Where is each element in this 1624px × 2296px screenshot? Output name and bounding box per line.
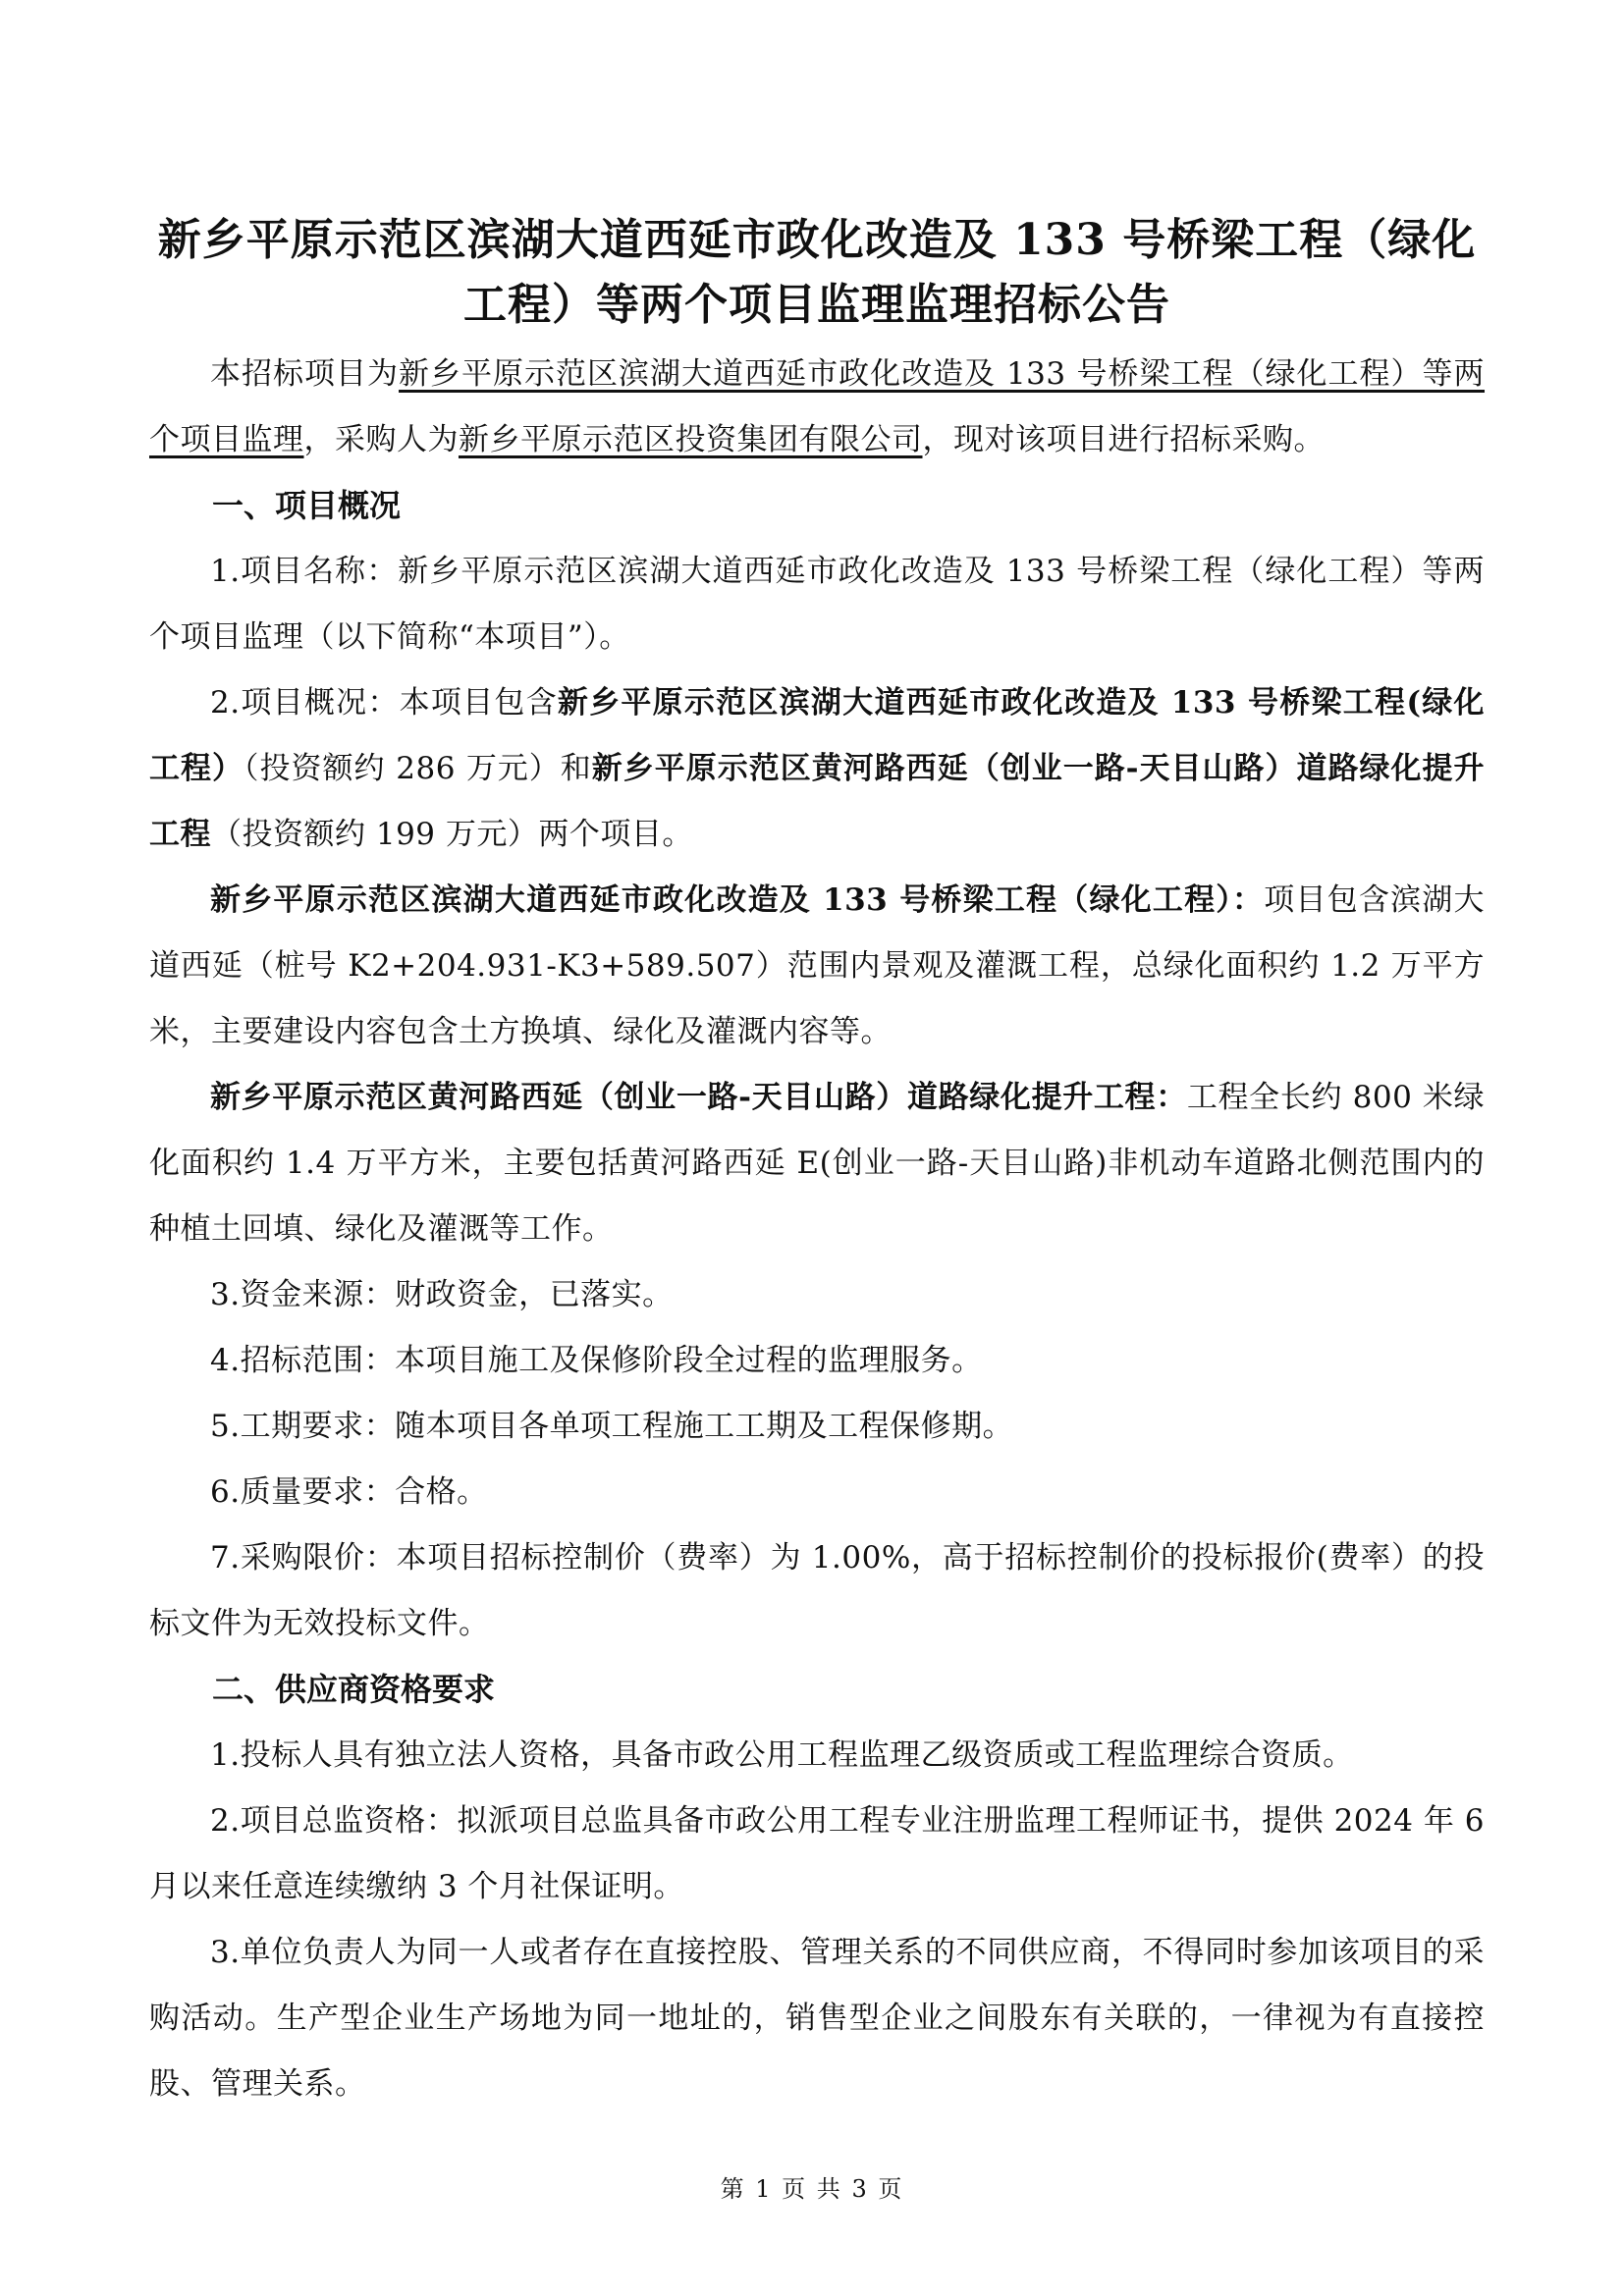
page-number-footer: 第 1 页 共 3 页 bbox=[720, 2175, 904, 2203]
project-1-text: 项目包含滨湖大道西延（桩号 K2+204.931-K3+589.507）范围内景观及灌溉工程，总绿化面积约 1.2 万平方米，主要建设内容包含土方换填、绿化及灌溉内容等。 bbox=[149, 882, 1485, 1049]
document-body bbox=[149, 208, 1485, 2117]
intro-paragraph bbox=[149, 342, 1485, 473]
document-title: 新乡平原示范区滨湖大道西延市政化改造及 133 号桥梁工程（绿化工程）等两个项目监理监理招标公告 bbox=[157, 215, 1477, 330]
overview-item-2-text-2: （投资额约 286 万元）和 bbox=[243, 751, 592, 786]
overview-item-2 bbox=[149, 670, 1485, 868]
overview-item-1: 1.项目名称：新乡平原示范区滨湖大道西延市政化改造及 133 号桥梁工程（绿化工程）等两个项目监理（以下简称“本项目”）。 bbox=[149, 554, 1485, 655]
overview-item-2-text-3: （投资额约 199 万元）两个项目。 bbox=[211, 817, 693, 852]
overview-item-2-text-1: 2.项目概况：本项目包含 bbox=[210, 685, 558, 721]
overview-item-2-project-2: 新乡平原示范区黄河路西延（创业一路-天目山路）道路绿化提升工程 bbox=[149, 751, 1485, 852]
overview-item-2-project-1: 新乡平原示范区滨湖大道西延市政化改造及 133 号桥梁工程(绿化工程） bbox=[149, 685, 1485, 786]
intro-text-3: ，现对该项目进行招标采购。 bbox=[922, 422, 1325, 457]
intro-text-2: ，采购人为 bbox=[303, 422, 459, 457]
project-2-description bbox=[149, 1065, 1485, 1262]
project-2-text: 工程全长约 800 米绿化面积约 1.4 万平方米，主要包括黄河路西延 E(创业一路-天目山路)非机动车道路北侧范围内的种植土回填、绿化及灌溉等工作。 bbox=[149, 1080, 1485, 1247]
overview-item-3: 3.资金来源：财政资金，已落实。 bbox=[210, 1277, 674, 1312]
section-heading-overview: 一、项目概况 bbox=[212, 487, 402, 524]
overview-item-7: 7.采购限价：本项目招标控制价（费率）为 1.00%，高于招标控制价的投标报价(费率）的投标文件为无效投标文件。 bbox=[149, 1540, 1485, 1641]
overview-item-4: 4.招标范围：本项目施工及保修阶段全过程的监理服务。 bbox=[210, 1343, 983, 1378]
qualification-item-2: 2.项目总监资格：拟派项目总监具备市政公用工程专业注册监理工程师证书，提供 2024 年 6 月以来任意连续缴纳 3 个月社保证明。 bbox=[149, 1803, 1485, 1904]
overview-item-6: 6.质量要求：合格。 bbox=[210, 1474, 488, 1510]
project-name-underlined: 新乡平原示范区滨湖大道西延市政化改造及 133 号桥梁工程（绿化工程）等两个项目监理 bbox=[149, 356, 1486, 457]
section-heading-qualifications: 二、供应商资格要求 bbox=[212, 1671, 496, 1708]
qualification-item-1: 1.投标人具有独立法人资格，具备市政公用工程监理乙级资质或工程监理综合资质。 bbox=[210, 1737, 1354, 1773]
purchaser-name-underlined: 新乡平原示范区投资集团有限公司 bbox=[459, 422, 923, 457]
project-1-description bbox=[149, 868, 1485, 1065]
overview-item-5: 5.工期要求：随本项目各单项工程施工工期及工程保修期。 bbox=[210, 1409, 1014, 1444]
project-1-name: 新乡平原示范区滨湖大道西延市政化改造及 133 号桥梁工程（绿化工程）： bbox=[210, 882, 1265, 918]
qualification-item-3: 3.单位负责人为同一人或者存在直接控股、管理关系的不同供应商，不得同时参加该项目的采购活动。生产型企业生产场地为同一地址的，销售型企业之间股东有关联的，一律视为有直接控股、管理关系。 bbox=[149, 1935, 1485, 2102]
intro-text-1: 本招标项目为 bbox=[210, 356, 400, 392]
project-2-name: 新乡平原示范区黄河路西延（创业一路-天目山路）道路绿化提升工程： bbox=[210, 1080, 1187, 1115]
